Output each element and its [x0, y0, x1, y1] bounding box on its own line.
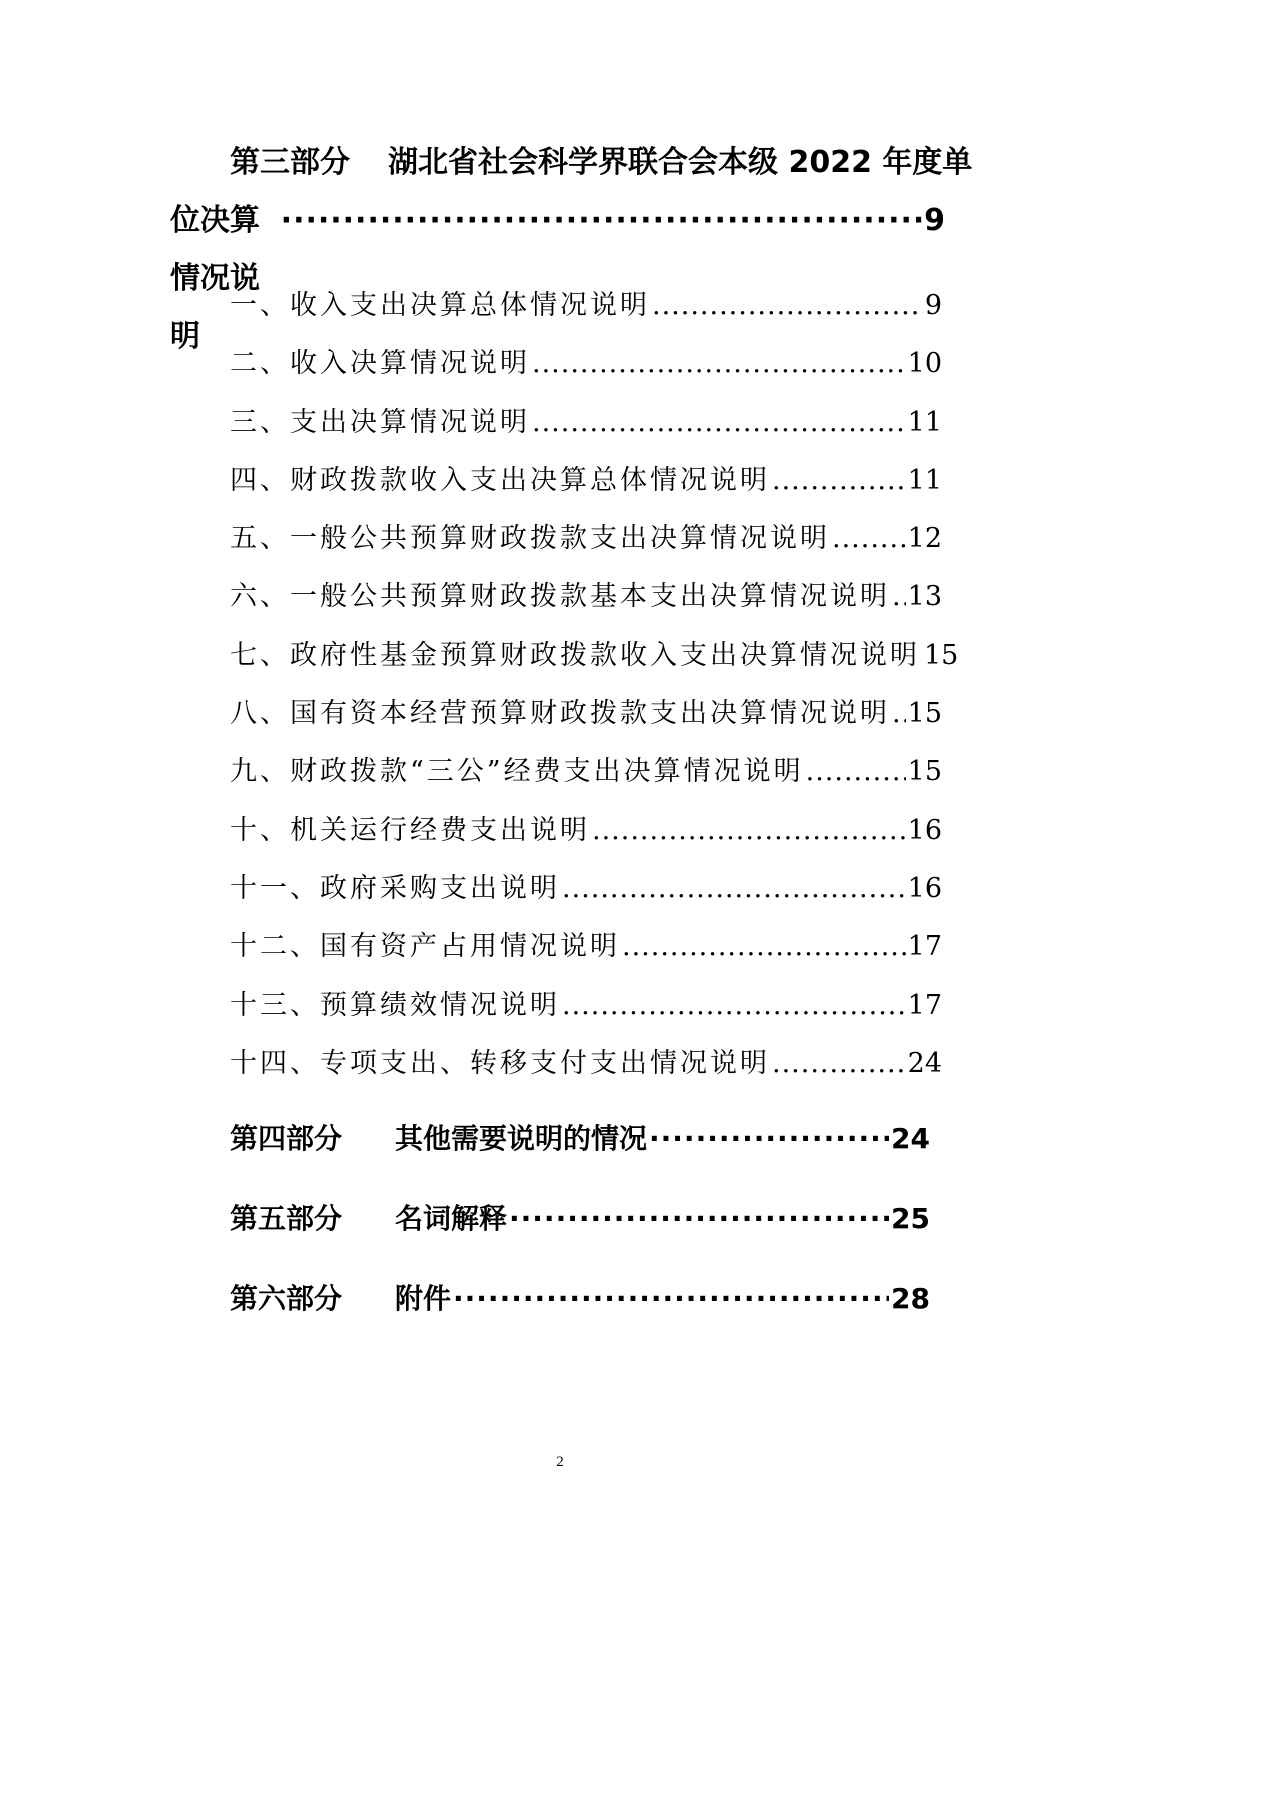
toc-entry-part[interactable] — [230, 1190, 930, 1270]
toc-entry-page-number: 9 — [924, 290, 942, 321]
dot-leader — [892, 568, 906, 626]
part3-label: 第三部分 — [230, 145, 350, 180]
toc-entry-part[interactable] — [230, 1270, 930, 1350]
toc-entry-title: 四、财政拨款收入支出决算总体情况说明 — [230, 464, 770, 496]
toc-entry-title: 八、国有资本经营预算财政拨款支出决算情况说明 — [230, 698, 890, 730]
toc-entry-part[interactable] — [230, 1110, 930, 1190]
toc-entry-page-number: 12 — [907, 523, 942, 555]
toc-entry[interactable] — [230, 568, 942, 626]
dot-leader — [281, 192, 922, 250]
toc-entry[interactable] — [230, 977, 942, 1035]
dot-leader — [772, 452, 906, 510]
toc-entry-page-number: 17 — [907, 989, 942, 1021]
part-label: 第五部分 — [230, 1202, 343, 1235]
toc-entry-page-number: 11 — [907, 406, 942, 438]
part3-page-number: 9 — [924, 203, 945, 238]
toc-entry-page-number: 15 — [907, 756, 942, 788]
part-page-number: 24 — [891, 1122, 930, 1155]
toc-entry[interactable] — [230, 802, 942, 860]
toc-entry-page-number: 10 — [907, 348, 942, 380]
toc-entry-page-number: 16 — [907, 814, 942, 846]
toc-entry[interactable] — [230, 277, 942, 335]
part3-heading-line1 — [170, 134, 973, 192]
toc-entry-page-number: 16 — [907, 872, 942, 904]
toc-parts-list — [230, 1110, 930, 1350]
part-label: 第六部分 — [230, 1282, 343, 1315]
dot-leader — [592, 802, 906, 860]
toc-entry[interactable] — [230, 510, 942, 568]
part-title: 附件 — [395, 1282, 452, 1315]
page-number: 2 — [556, 1454, 564, 1470]
toc-entry-title: 十一、政府采购支出说明 — [230, 872, 560, 904]
toc-section-list — [230, 277, 959, 1093]
toc-entry[interactable] — [230, 394, 942, 452]
toc-entry-title: 七、政府性基金预算财政拨款收入支出决算情况说明 — [230, 639, 920, 671]
dot-leader — [453, 1270, 889, 1328]
dot-leader — [532, 394, 906, 452]
toc-entry-page-number: 15 — [907, 698, 942, 730]
dot-leader — [562, 977, 906, 1035]
dot-leader — [649, 1110, 889, 1168]
toc-entry[interactable] — [230, 743, 942, 801]
part-page-number: 28 — [891, 1282, 930, 1315]
dot-leader — [806, 743, 906, 801]
toc-entry-title: 五、一般公共预算财政拨款支出决算情况说明 — [230, 523, 830, 555]
toc-entry-title: 十二、国有资产占用情况说明 — [230, 931, 620, 963]
part-page-number: 25 — [891, 1202, 930, 1235]
part-title: 其他需要说明的情况 — [395, 1122, 648, 1155]
toc-entry[interactable] — [230, 452, 942, 510]
dot-leader — [832, 510, 906, 568]
dot-leader — [562, 860, 906, 918]
toc-entry-title: 九、财政拨款“三公”经费支出决算情况说明 — [230, 756, 804, 788]
toc-entry-page-number: 24 — [907, 1047, 942, 1079]
toc-entry-page-number: 15 — [924, 639, 959, 671]
toc-entry-title: 十三、预算绩效情况说明 — [230, 989, 560, 1021]
toc-entry-page-number: 11 — [907, 464, 942, 496]
toc-entry[interactable] — [230, 335, 942, 393]
part3-title-line1: 湖北省社会科学界联合会本级 2022 年度单 — [388, 145, 973, 180]
toc-entry[interactable] — [230, 627, 959, 685]
toc-entry-title: 六、一般公共预算财政拨款基本支出决算情况说明 — [230, 581, 890, 613]
toc-entry-title: 三、支出决算情况说明 — [230, 406, 530, 438]
dot-leader — [892, 685, 906, 743]
toc-entry-page-number: 17 — [907, 931, 942, 963]
toc-entry[interactable] — [230, 918, 942, 976]
dot-leader — [622, 918, 906, 976]
toc-entry-title: 二、收入决算情况说明 — [230, 348, 530, 380]
toc-entry-title: 十、机关运行经费支出说明 — [230, 814, 590, 846]
dot-leader — [772, 1035, 906, 1093]
dot-leader — [532, 335, 906, 393]
part3-title-line2: 位决算情况说明 — [170, 203, 260, 354]
toc-entry-title: 一、收入支出决算总体情况说明 — [230, 290, 650, 321]
part-title: 名词解释 — [395, 1202, 508, 1235]
dot-leader — [509, 1190, 889, 1248]
toc-entry-title: 十四、专项支出、转移支付支出情况说明 — [230, 1047, 770, 1079]
dot-leader — [652, 277, 923, 335]
part-label: 第四部分 — [230, 1122, 343, 1155]
toc-entry[interactable] — [230, 860, 942, 918]
toc-entry-page-number: 13 — [907, 581, 942, 613]
toc-entry[interactable] — [230, 685, 942, 743]
toc-entry[interactable] — [230, 1035, 942, 1093]
